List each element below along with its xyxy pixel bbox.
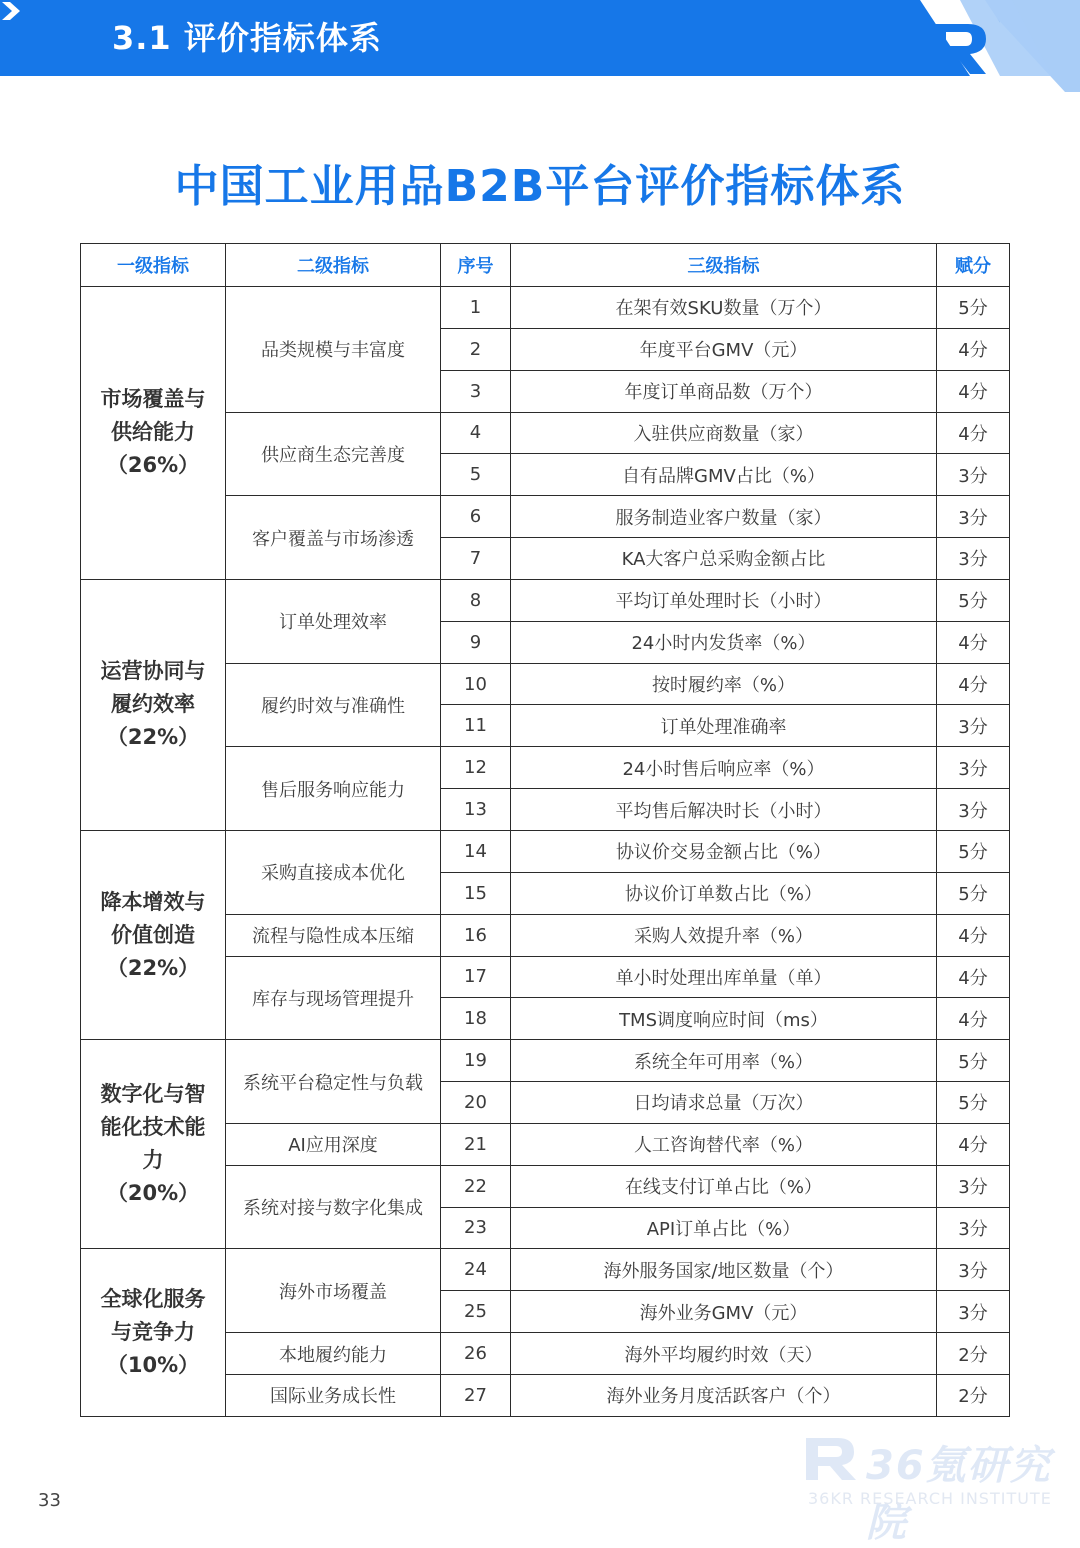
level3-cell: 系统全年可用率（%） (511, 1040, 937, 1082)
level3-cell: 单小时处理出库单量（单） (511, 956, 937, 998)
score-cell: 3分 (937, 496, 1010, 538)
seq-cell: 17 (441, 956, 511, 998)
seq-cell: 11 (441, 705, 511, 747)
level1-name: 市场覆盖与供给能力 (100, 387, 206, 445)
seq-cell: 10 (441, 663, 511, 705)
score-cell: 3分 (937, 1291, 1010, 1333)
seq-cell: 18 (441, 998, 511, 1040)
score-cell: 4分 (937, 370, 1010, 412)
level1-cell (81, 287, 226, 580)
level2-cell: 系统对接与数字化集成 (226, 1165, 441, 1249)
score-cell: 5分 (937, 872, 1010, 914)
level1-name: 数字化与智能化技术能力 (100, 1082, 206, 1173)
level1-weight: （20%） (106, 1181, 200, 1206)
score-cell: 3分 (937, 454, 1010, 496)
score-cell: 5分 (937, 1082, 1010, 1124)
table-row (81, 579, 1010, 621)
level1-weight: （10%） (106, 1353, 200, 1378)
page-number: 33 (38, 1490, 61, 1511)
score-cell: 4分 (937, 621, 1010, 663)
level2-cell: 流程与隐性成本压缩 (226, 914, 441, 956)
score-cell: 3分 (937, 747, 1010, 789)
level3-cell: 在线支付订单占比（%） (511, 1165, 937, 1207)
score-cell: 4分 (937, 1123, 1010, 1165)
level3-cell: TMS调度响应时间（ms） (511, 998, 937, 1040)
level3-cell: 按时履约率（%） (511, 663, 937, 705)
level1-name: 降本增效与价值创造 (100, 889, 206, 947)
score-cell: 3分 (937, 1249, 1010, 1291)
level3-cell: 年度平台GMV（元） (511, 328, 937, 370)
score-cell: 3分 (937, 538, 1010, 580)
seq-cell: 8 (441, 579, 511, 621)
header-seq: 序号 (441, 244, 511, 287)
score-cell: 4分 (937, 998, 1010, 1040)
level2-cell: 售后服务响应能力 (226, 747, 441, 831)
seq-cell: 5 (441, 454, 511, 496)
level2-cell: 品类规模与丰富度 (226, 287, 441, 413)
level3-cell: 平均订单处理时长（小时） (511, 579, 937, 621)
level3-cell: 自有品牌GMV占比（%） (511, 454, 937, 496)
level3-cell: 协议价订单数占比（%） (511, 872, 937, 914)
level3-cell: 平均售后解决时长（小时） (511, 789, 937, 831)
seq-cell: 14 (441, 830, 511, 872)
seq-cell: 12 (441, 747, 511, 789)
seq-cell: 15 (441, 872, 511, 914)
level1-cell (81, 1040, 226, 1249)
seq-cell: 2 (441, 328, 511, 370)
seq-cell: 22 (441, 1165, 511, 1207)
level1-cell (81, 1249, 226, 1416)
level2-cell: 本地履约能力 (226, 1333, 441, 1375)
level3-cell: 订单处理准确率 (511, 705, 937, 747)
score-cell: 5分 (937, 287, 1010, 329)
level3-cell: 在架有效SKU数量（万个） (511, 287, 937, 329)
score-cell: 5分 (937, 830, 1010, 872)
level3-cell: 海外服务国家/地区数量（个） (511, 1249, 937, 1291)
level2-cell: 系统平台稳定性与负载 (226, 1040, 441, 1124)
header-level2: 二级指标 (226, 244, 441, 287)
level2-cell: 库存与现场管理提升 (226, 956, 441, 1040)
seq-cell: 7 (441, 538, 511, 580)
level1-weight: （22%） (106, 725, 200, 750)
header-score: 赋分 (937, 244, 1010, 287)
score-cell: 4分 (937, 956, 1010, 998)
level2-cell: 履约时效与准确性 (226, 663, 441, 747)
level2-cell: 客户覆盖与市场渗透 (226, 496, 441, 580)
seq-cell: 27 (441, 1374, 511, 1416)
level2-cell: 订单处理效率 (226, 579, 441, 663)
table-row (81, 287, 1010, 329)
score-cell: 3分 (937, 705, 1010, 747)
score-cell: 4分 (937, 663, 1010, 705)
level3-cell: API订单占比（%） (511, 1207, 937, 1249)
seq-cell: 20 (441, 1082, 511, 1124)
seq-cell: 4 (441, 412, 511, 454)
chevron-right-icon (0, 0, 22, 22)
page-title: 中国工业用品B2B平台评价指标体系 (174, 161, 906, 212)
level1-weight: （22%） (106, 955, 200, 980)
level3-cell: 海外业务月度活跃客户（个） (511, 1374, 937, 1416)
score-cell: 3分 (937, 789, 1010, 831)
level2-cell: 国际业务成长性 (226, 1374, 441, 1416)
level3-cell: 采购人效提升率（%） (511, 914, 937, 956)
score-cell: 3分 (937, 1207, 1010, 1249)
level3-cell: KA大客户总采购金额占比 (511, 538, 937, 580)
table-row (81, 830, 1010, 872)
header-level1: 一级指标 (81, 244, 226, 287)
seq-cell: 9 (441, 621, 511, 663)
table-header-row (81, 244, 1010, 287)
indicator-table (80, 243, 1010, 1417)
level1-name: 运营协同与履约效率 (100, 659, 206, 717)
watermark-r-logo-icon (806, 1436, 862, 1482)
table-row (81, 1249, 1010, 1291)
seq-cell: 19 (441, 1040, 511, 1082)
level3-cell: 日均请求总量（万次） (511, 1082, 937, 1124)
level1-cell (81, 579, 226, 830)
header-bar (0, 0, 1080, 76)
header-level3: 三级指标 (511, 244, 937, 287)
section-title: 3.1 评价指标体系 (112, 19, 382, 57)
watermark-subtitle: 36KR RESEARCH INSTITUTE (808, 1489, 1052, 1508)
level3-cell: 24小时售后响应率（%） (511, 747, 937, 789)
score-cell: 4分 (937, 412, 1010, 454)
watermark-name: 36氪研究院 (866, 1443, 1052, 1546)
level3-cell: 协议价交易金额占比（%） (511, 830, 937, 872)
level3-cell: 年度订单商品数（万个） (511, 370, 937, 412)
seq-cell: 25 (441, 1291, 511, 1333)
score-cell: 2分 (937, 1374, 1010, 1416)
score-cell: 4分 (937, 914, 1010, 956)
seq-cell: 3 (441, 370, 511, 412)
level3-cell: 海外平均履约时效（天） (511, 1333, 937, 1375)
level3-cell: 人工咨询替代率（%） (511, 1123, 937, 1165)
seq-cell: 21 (441, 1123, 511, 1165)
seq-cell: 26 (441, 1333, 511, 1375)
table-row (81, 1040, 1010, 1082)
score-cell: 4分 (937, 328, 1010, 370)
level1-name: 全球化服务与竞争力 (100, 1287, 206, 1345)
level3-cell: 海外业务GMV（元） (511, 1291, 937, 1333)
level3-cell: 服务制造业客户数量（家） (511, 496, 937, 538)
score-cell: 3分 (937, 1165, 1010, 1207)
level3-cell: 24小时内发货率（%） (511, 621, 937, 663)
level1-cell (81, 830, 226, 1039)
level3-cell: 入驻供应商数量（家） (511, 412, 937, 454)
level2-cell: 海外市场覆盖 (226, 1249, 441, 1333)
level2-cell: 供应商生态完善度 (226, 412, 441, 496)
score-cell: 2分 (937, 1333, 1010, 1375)
level2-cell: AI应用深度 (226, 1123, 441, 1165)
seq-cell: 16 (441, 914, 511, 956)
seq-cell: 23 (441, 1207, 511, 1249)
score-cell: 5分 (937, 1040, 1010, 1082)
level1-weight: （26%） (106, 453, 200, 478)
seq-cell: 1 (441, 287, 511, 329)
seq-cell: 6 (441, 496, 511, 538)
seq-cell: 13 (441, 789, 511, 831)
score-cell: 5分 (937, 579, 1010, 621)
level2-cell: 采购直接成本优化 (226, 830, 441, 914)
seq-cell: 24 (441, 1249, 511, 1291)
